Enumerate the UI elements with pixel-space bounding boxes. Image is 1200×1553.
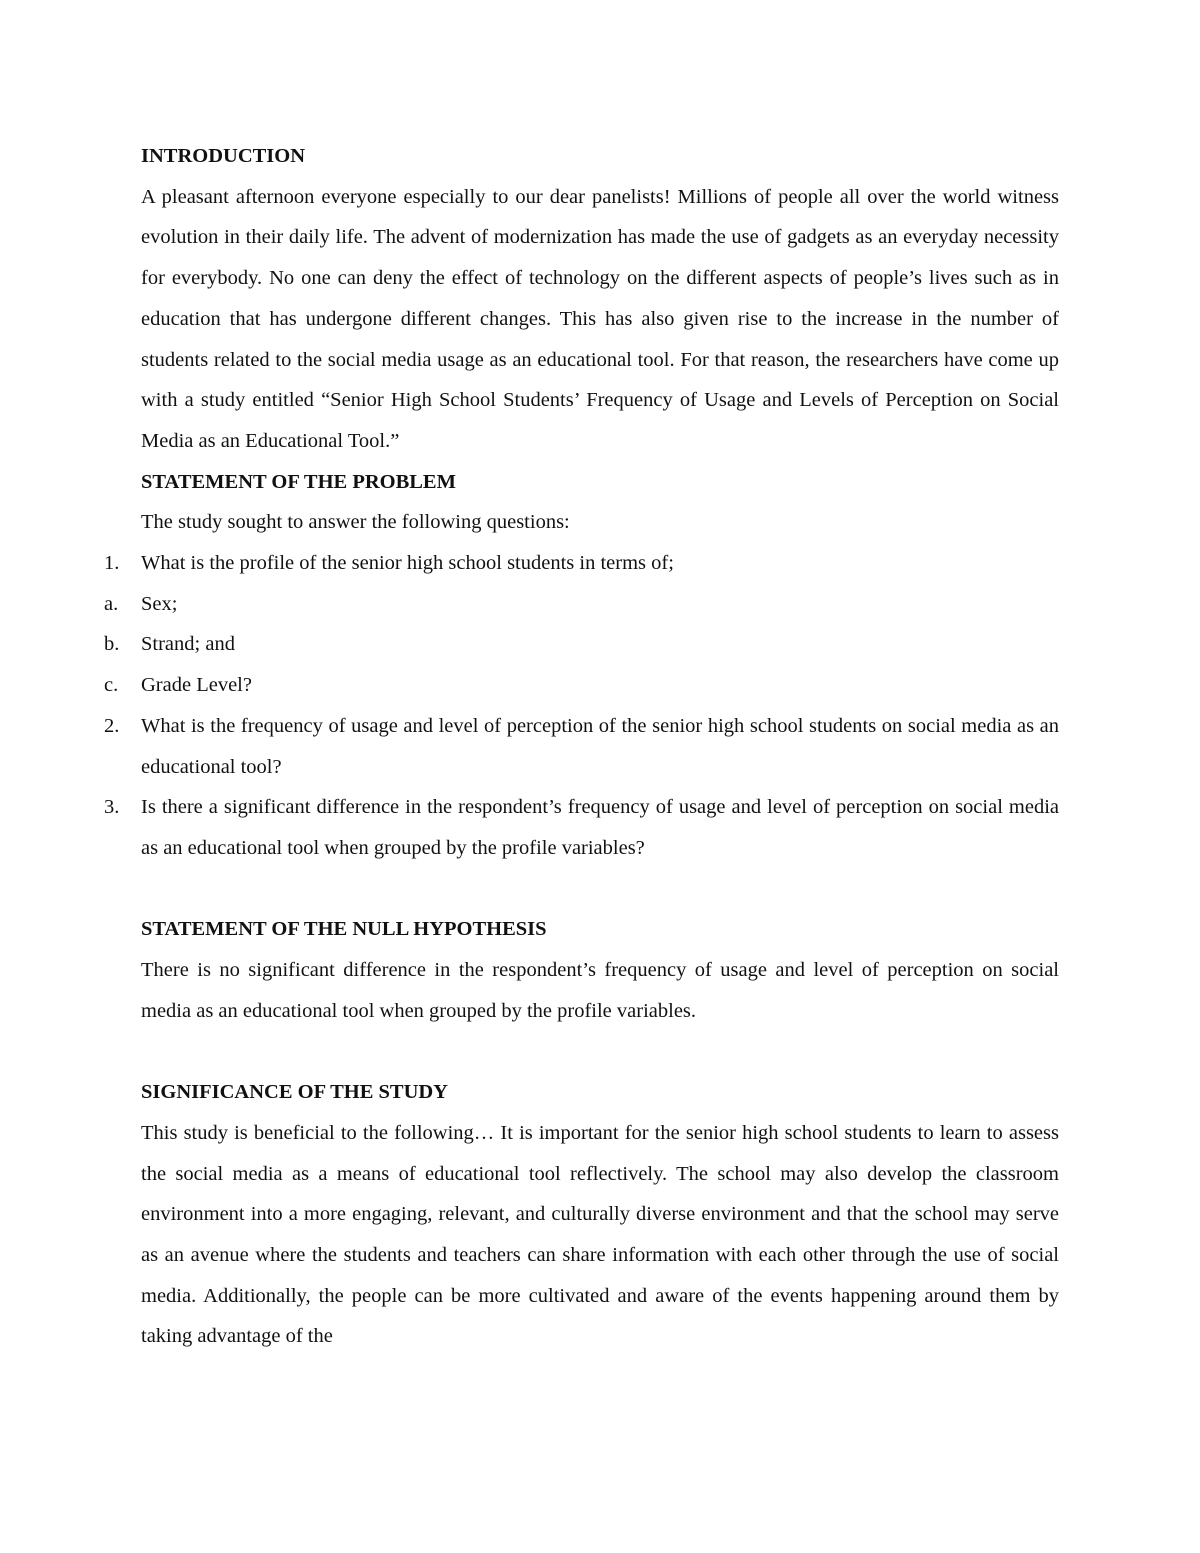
introduction-heading: INTRODUCTION [141,145,306,167]
problem-intro: The study sought to answer the following questions: [141,511,570,534]
list-marker: 3. [104,796,120,819]
spacer [141,1031,1059,1072]
list-marker: a. [104,592,119,615]
hypothesis-section [141,909,1059,1031]
list-marker: b. [104,633,120,656]
list-item [104,706,1059,787]
list-item [104,584,1059,625]
problem-section [104,462,1059,869]
list-item [104,665,1059,706]
list-item-text: Grade Level? [141,674,252,697]
list-marker: 2. [104,714,120,737]
hypothesis-paragraph: There is no significant difference in the respondent’s frequency of usage and level of perception on social media as an educational tool when grouped by the profile variables. [141,959,1059,1022]
list-item-text: What is the frequency of usage and level of perception of the senior high school students on social media as an educational tool? [141,714,1059,778]
list-item [104,543,1059,584]
introduction-paragraph: A pleasant afternoon everyone especially to our dear panelists! Millions of people all over the world witness evolution in their daily life. The advent of modernization has made the use of gadgets as an everyday necessity for everybody. No one can deny the effect of technology on the different aspects of people’s lives such as in education that has undergone different changes. This has also given rise to the increase in the number of students related to the social media usage as an educational tool. For that reason, the researchers have come up with a study entitled “Senior High School Students’ Frequency of Usage and Levels of Perception on Social Media as an Educational Tool.” [141,185,1059,452]
list-item-text: What is the profile of the senior high school students in terms of; [141,552,674,575]
list-item-text: Is there a significant difference in the respondent’s frequency of usage and level of perception on social media as an educational tool when grouped by the profile variables? [141,796,1059,859]
list-marker: c. [104,674,119,697]
document-body [104,136,1059,1357]
significance-paragraph: This study is beneficial to the following… It is important for the senior high school students to learn to assess the social media as a means of educational tool reflectively. The school may also develop the classroom environment into a more engaging, relevant, and culturally diverse environment and that the school may serve as an avenue where the students and teachers can share information with each other through the use of social media. Additionally, the people can be more cultivated and aware of the events happening around them by taking advantage of the [141,1121,1059,1348]
list-item-text: Sex; [141,592,178,615]
hypothesis-heading: STATEMENT OF THE NULL HYPOTHESIS [141,918,547,941]
list-marker: 1. [104,552,120,575]
significance-heading: SIGNIFICANCE OF THE STUDY [141,1081,448,1104]
problem-heading: STATEMENT OF THE PROBLEM [141,470,456,493]
spacer [141,869,1059,910]
list-item [104,787,1059,868]
list-item [104,624,1059,665]
significance-section [141,1072,1059,1357]
introduction-section [141,136,1059,462]
list-item-text: Strand; and [141,633,235,656]
